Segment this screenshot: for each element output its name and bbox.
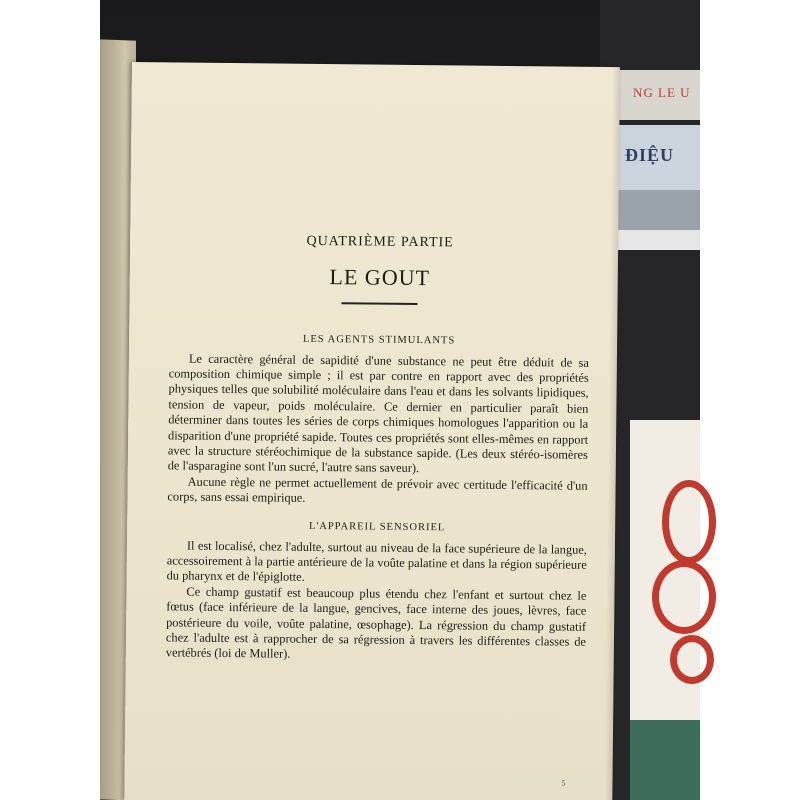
background-book-cover [630,420,700,720]
background-book-cover [630,720,700,800]
page-content [166,232,590,665]
paragraph: Aucune règle ne permet actuellement de prévoir avec certitude l'efficacité d'un corps, sans essai empirique. [167,474,588,505]
chapter-title: LE GOUT [329,264,431,291]
book-spine-text: NG LE U [633,85,691,100]
red-ring-graphic [662,480,716,564]
paragraph: Ce champ gustatif est beaucoup plus étendu chez l'enfant et surtout chez le fœtus (face inférieure de la langue, gencives, face interne des joues, lèvres, face postérieure du voile, voûte palatine, œsophage). La régression du champ gustatif chez l'adulte est à rapprocher de sa régression à travers les différentes classes de vertébrés (loi de Muller). [165,584,587,662]
title-rule [341,302,417,304]
part-heading: QUATRIÈME PARTIE [306,233,454,251]
background-book-spine [615,70,700,120]
section-heading: LES AGENTS STIMULANTS [302,333,456,346]
paragraph: Le caractère général de sapidité d'une substance ne peut être déduit de sa composition chimique simple ; il est par contre en rapport avec des propriétés physiques telles que solubilité moléculaire dans l'eau et dans les solvants lipidiques, tension de vapeur, poids moléculaire. Ce dernier en particulier paraît bien déterminer dans toutes les séries de corps chimiques homologues l'apparition ou la disparition d'une propriété sapide. Toutes ces propriétés sont elles-mêmes en rapport avec la structure stéréochimique de la substance sapide. (Les deux stéréo-isomères de l'asparagine sont l'un sucré, l'autre sans saveur). [167,351,589,476]
background-book-spine [615,125,700,190]
background-book-spine [615,190,700,230]
book-spine-text: ĐIỆU [625,145,675,165]
section-heading: L'APPAREIL SENSORIEL [308,520,446,533]
red-ring-graphic [670,635,714,684]
page-mark: 5 [561,778,566,788]
paragraph: Il est localisé, chez l'adulte, surtout au niveau de la face supérieure de la langue, accessoirement à la partie antérieure de la voûte palatine et dans la région supérieure du pharynx et de l'épiglotte. [166,538,587,585]
book-page [124,62,620,800]
red-ring-graphic [652,560,716,634]
background-book-spine [615,230,700,250]
